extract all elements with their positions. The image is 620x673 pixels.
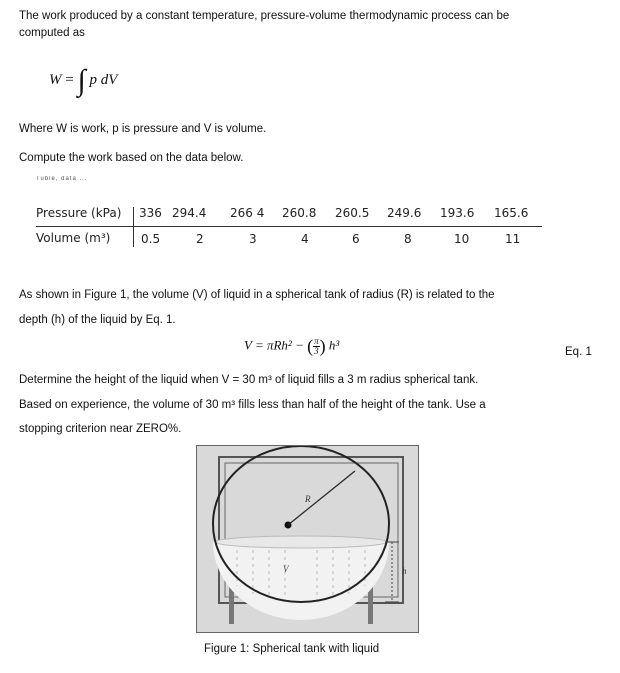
cropped-caption: Tuble, data ... (36, 176, 88, 181)
eq1-h-cubed: h³ (328, 337, 340, 353)
left-paren-icon: ( (307, 336, 314, 356)
intro-line-1: The work produced by a constant temperature, pressure-volume thermodynamic process can be (19, 10, 510, 22)
volume-cell: 2 (196, 232, 204, 246)
volume-label: Volume (m³) (36, 231, 111, 245)
compute-text: Compute the work based on the data below. (19, 152, 244, 164)
work-symbol: W (49, 72, 62, 88)
tank-figure (196, 445, 419, 633)
volume-cell: 8 (404, 232, 412, 246)
label-h: h (402, 566, 407, 576)
para3-line-2: Based on experience, the volume of 30 m³ fills less than half of the height of the tank. Use a (19, 399, 486, 411)
label-V: V (283, 564, 289, 574)
volume-cell: 6 (352, 232, 360, 246)
table-divider (133, 207, 134, 247)
para3-line-1: Determine the height of the liquid when V = 30 m³ of liquid fills a 3 m radius spherical tank. (19, 374, 479, 386)
frac-denominator: 3 (314, 346, 319, 356)
right-paren-icon: ) (319, 336, 326, 356)
liquid-surface (215, 536, 387, 548)
frac-numerator: π (314, 336, 319, 346)
integral-icon: ∫ (77, 64, 86, 97)
figure-caption: Figure 1: Spherical tank with liquid (204, 643, 380, 655)
pressure-label: Pressure (kPa) (36, 206, 122, 220)
pressure-cell: 193.6 (440, 206, 475, 220)
radius-line (288, 471, 355, 525)
volume-cell: 4 (301, 232, 309, 246)
intro-line-2: computed as (19, 27, 85, 39)
volume-cell: 11 (505, 232, 521, 246)
volume-cell: 3 (249, 232, 257, 246)
where-text: Where W is work, p is pressure and V is volume. (19, 123, 267, 135)
volume-equation (244, 336, 339, 357)
tank-illustration (197, 446, 418, 632)
pressure-cell: 249.6 (387, 206, 422, 220)
para3-line-3: stopping criterion near ZERO%. (19, 423, 182, 435)
eq1-label: Eq. 1 (565, 346, 592, 358)
pressure-cell: 294.4 (172, 206, 207, 220)
volume-cell: 10 (454, 232, 470, 246)
integrand: p dV (89, 72, 118, 88)
pressure-cell: 260.8 (282, 206, 317, 220)
para2-line-1: As shown in Figure 1, the volume (V) of liquid in a spherical tank of radius (R) is related to the (19, 289, 495, 301)
pressure-cell: 165.6 (494, 206, 529, 220)
equals-sign: = (65, 72, 74, 88)
label-R: R (305, 494, 311, 504)
volume-cell: 0.5 (141, 232, 161, 246)
data-table (0, 0, 620, 260)
pressure-cell: 260.5 (335, 206, 370, 220)
pressure-cell: 266 4 (230, 206, 265, 220)
pressure-cell: 336 (139, 206, 162, 220)
eq1-lhs: V = πRh² − (244, 337, 304, 353)
table-rule (36, 226, 542, 227)
para2-line-2: depth (h) of the liquid by Eq. 1. (19, 314, 176, 326)
